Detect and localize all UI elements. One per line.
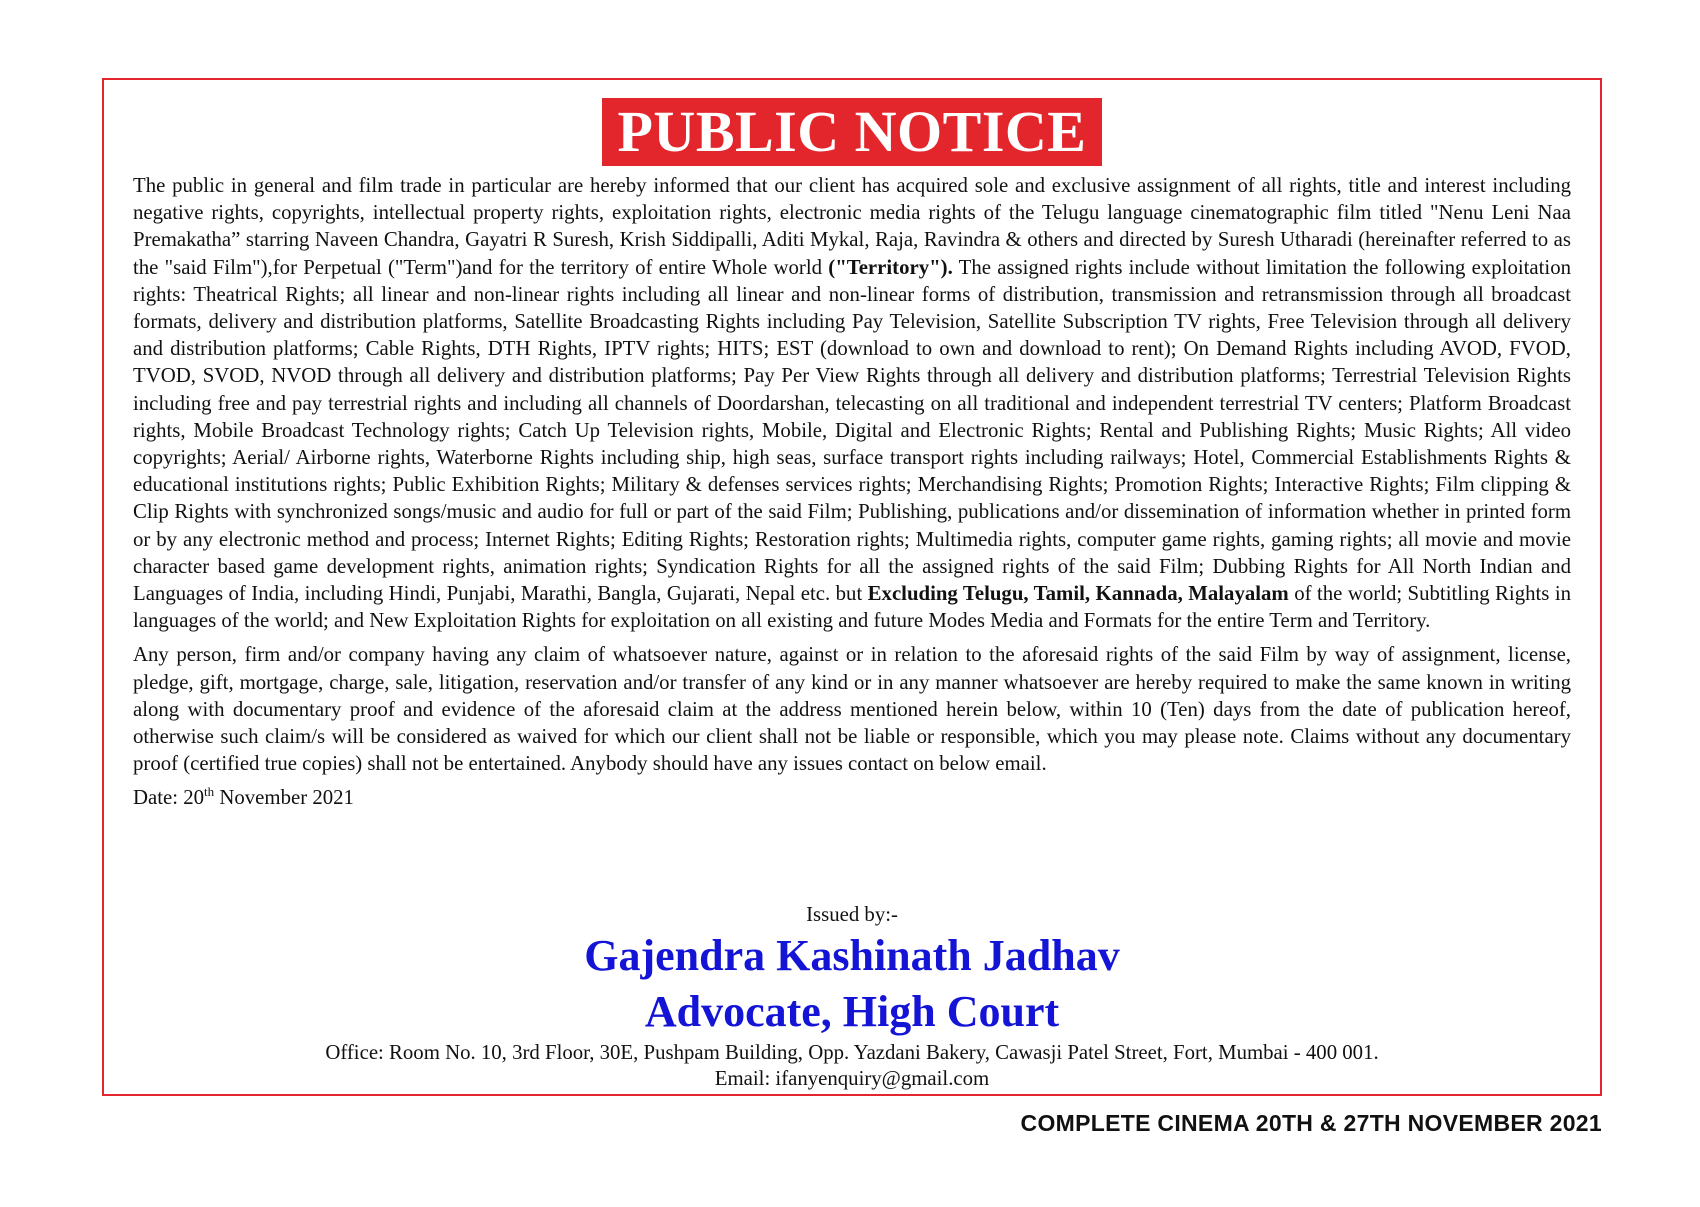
rights-text-3: of the world; Subtitling Rights in languages of the world; and New Exploitation Rights for exploitation on all existing and future Modes Media and Formats for the entire Term and Territory. [133, 582, 1571, 633]
notice-body [133, 172, 1571, 819]
advocate-designation: Advocate, High Court [644, 987, 1060, 1036]
rights-paragraph [133, 172, 1571, 634]
date-prefix: Date: 20 [133, 786, 205, 810]
excluding-bold: Excluding Telugu, Tamil, Kannada, Malayalam [867, 582, 1289, 606]
notice-title: PUBLIC NOTICE [602, 98, 1103, 166]
publication-footer: COMPLETE CINEMA 20TH & 27TH NOVEMBER 2021 [1020, 1110, 1602, 1136]
title-wrap [104, 98, 1600, 166]
date-rest: November 2021 [214, 786, 354, 810]
office-address: Office: Room No. 10, 3rd Floor, 30E, Pushpam Building, Opp. Yazdani Bakery, Cawasji Patel Street, Fort, Mumbai - 400 001. [325, 1041, 1379, 1064]
claims-paragraph: Any person, firm and/or company having any claim of whatsoever nature, against or in relation to the aforesaid rights of the said Film by way of assignment, license, pledge, gift, mortgage, charge, sale, litigation, reservation and/or transfer of any kind or in any manner whatsoever are hereby required to make the same known in writing along with documentary proof and evidence of the aforesaid claim at the address mentioned herein below, within 10 (Ten) days from the date of publication hereof, otherwise such claim/s will be considered as waived for which our client shall not be liable or responsible, which you may please note. Claims without any documentary proof (certified true copies) shall not be entertained. Anybody should have any issues contact on below email. [133, 643, 1571, 776]
rights-text-2: The assigned rights include without limitation the following exploitation rights: Theatrical Rights; all linear and non-linear rights including all linear and non-linear forms of distribution, transmission and retransmission through all broadcast formats, delivery and distribution platforms, Satellite Broadcasting Rights including Pay Television, Satellite Subscription TV rights, Free Television through all delivery and distribution platforms; Cable Rights, DTH Rights, IPTV rights; HITS; EST (download to own and download to rent); On Demand Rights including AVOD, FVOD, TVOD, SVOD, NVOD through all delivery and distribution platforms; Pay Per View Rights through all delivery and distribution platforms; Terrestrial Television Rights including free and pay terrestrial rights and including all channels of Doordarshan, telecasting on all traditional and independent terrestrial TV centers; Platform Broadcast rights, Mobile Broadcast Technology rights; Catch Up Television rights, Mobile, Digital and Electronic Rights; Rental and Publishing Rights; Music Rights; All video copyrights; Aerial/ Airborne rights, Waterborne Rights including ship, high seas, surface transport rights including railways; Hotel, Commercial Establishments Rights & educational institutions rights; Public Exhibition Rights; Military & defenses services rights; Merchandising Rights; Promotion Rights; Interactive Rights; Film clipping & Clip Rights with synchronized songs/music and audio for full or part of the said Film; Publishing, publications and/or dissemination of information whether in printed form or by any electronic method and process; Internet Rights; Editing Rights; Restoration rights; Multimedia rights, computer game rights, gaming rights; all movie and movie character based game development rights, animation rights; Syndication Rights for all the assigned rights of the said Film; Dubbing Rights for All North Indian and Languages of India, including Hindi, Punjabi, Marathi, Bangla, Gujarati, Nepal etc. but [133, 255, 1572, 606]
contact-email: Email: ifanyenquiry@gmail.com [714, 1067, 990, 1090]
advocate-name: Gajendra Kashinath Jadhav [584, 931, 1120, 980]
issued-block [104, 902, 1600, 1092]
date-line [133, 784, 1571, 811]
issued-by-label: Issued by:- [806, 903, 898, 926]
date-suffix: th [204, 784, 215, 800]
rights-text-1: The public in general and film trade in particular are hereby informed that our client has acquired sole and exclusive assignment of all rights, title and interest including negative rights, copyrights, intellectual property rights, exploitation rights, electronic media rights of the Telugu language cinematographic film titled "Nenu Leni Naa Premakatha” starring Naveen Chandra, Gayatri R Suresh, Krish Siddipalli, Aditi Mykal, Raja, Ravindra & others and directed by Suresh Utharadi (hereinafter referred to as the "said Film"),for Perpetual ("Term")and for the territory of entire Whole world [133, 174, 1571, 279]
territory-bold: ("Territory"). [828, 255, 953, 279]
notice-box [102, 78, 1602, 1096]
